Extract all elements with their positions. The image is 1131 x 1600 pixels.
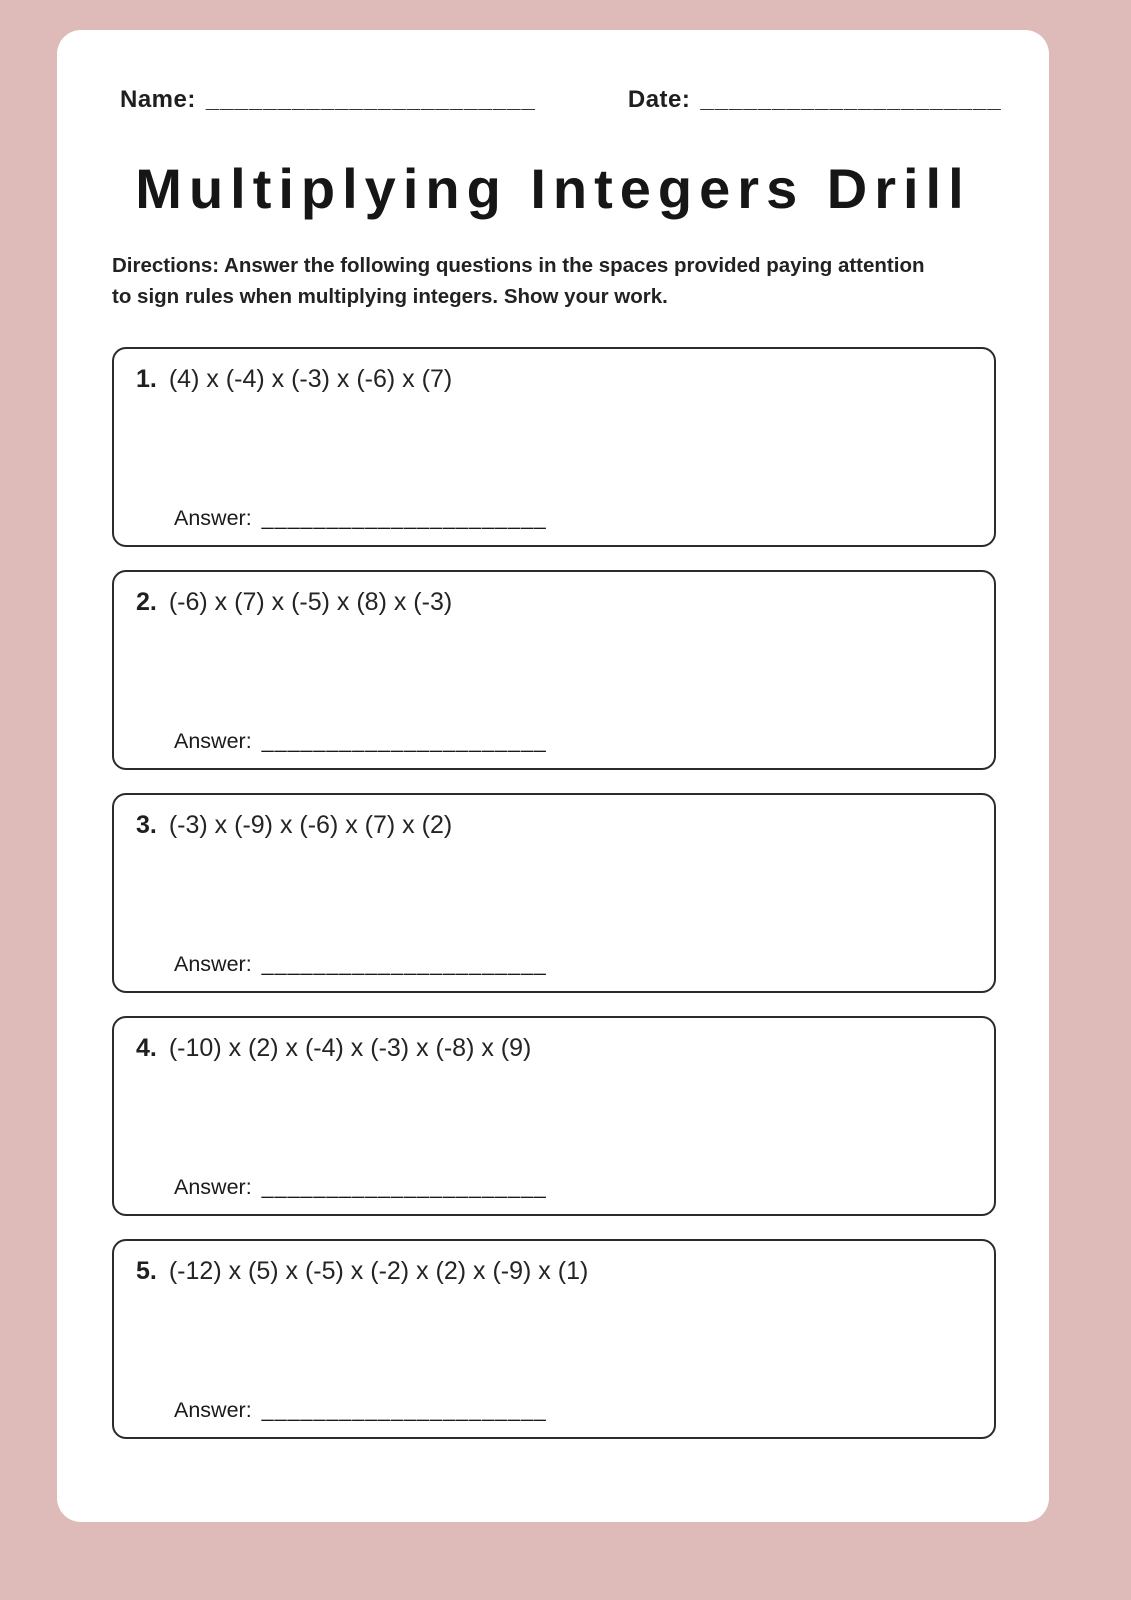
name-field-group bbox=[120, 86, 536, 114]
question-number: 1. bbox=[136, 364, 157, 393]
answer-blank-line: ______________________ bbox=[261, 1174, 547, 1199]
date-field-group bbox=[628, 86, 1002, 114]
page-title: Multiplying Integers Drill bbox=[135, 157, 971, 220]
question-line bbox=[136, 365, 972, 394]
question-line bbox=[136, 1034, 972, 1063]
directions-text: Directions: Answer the following questions in the spaces provided paying attention to sign rules when multiplying integers. Show your work. bbox=[112, 254, 925, 308]
answer-label: Answer: bbox=[174, 951, 252, 976]
answer-row bbox=[174, 1398, 972, 1423]
date-label: Date: bbox=[627, 86, 691, 113]
question-expression: (-3) x (-9) x (-6) x (7) x (2) bbox=[168, 810, 453, 839]
worksheet-page bbox=[57, 30, 1049, 1522]
question-line bbox=[136, 588, 972, 617]
question-expression: (4) x (-4) x (-3) x (-6) x (7) bbox=[168, 364, 453, 393]
question-number: 2. bbox=[136, 587, 157, 616]
answer-blank-line: ______________________ bbox=[261, 728, 547, 753]
answer-label: Answer: bbox=[174, 505, 252, 530]
header-row bbox=[112, 86, 1002, 114]
question-box-4 bbox=[112, 1016, 996, 1216]
answer-row bbox=[174, 729, 972, 754]
question-box-1 bbox=[112, 347, 996, 547]
question-box-2 bbox=[112, 570, 996, 770]
answer-label: Answer: bbox=[174, 728, 252, 753]
answer-row bbox=[174, 952, 972, 977]
question-line bbox=[136, 1257, 972, 1286]
answer-blank-line: ______________________ bbox=[261, 1397, 547, 1422]
answer-row bbox=[174, 1175, 972, 1200]
question-box-5 bbox=[112, 1239, 996, 1439]
answer-blank-line: ______________________ bbox=[261, 505, 547, 530]
question-line bbox=[136, 811, 972, 840]
name-blank-line: _______________________ bbox=[205, 86, 536, 113]
question-expression: (-12) x (5) x (-5) x (-2) x (2) x (-9) x (1) bbox=[168, 1256, 589, 1285]
date-blank-line: _____________________ bbox=[700, 86, 1002, 113]
answer-label: Answer: bbox=[174, 1174, 252, 1199]
question-expression: (-10) x (2) x (-4) x (-3) x (-8) x (9) bbox=[168, 1033, 532, 1062]
question-expression: (-6) x (7) x (-5) x (8) x (-3) bbox=[168, 587, 453, 616]
answer-row bbox=[174, 506, 972, 531]
question-number: 3. bbox=[136, 810, 157, 839]
name-label: Name: bbox=[120, 86, 196, 113]
question-box-3 bbox=[112, 793, 996, 993]
answer-label: Answer: bbox=[174, 1397, 252, 1422]
question-number: 4. bbox=[136, 1033, 157, 1062]
answer-blank-line: ______________________ bbox=[261, 951, 547, 976]
question-number: 5. bbox=[136, 1256, 157, 1285]
